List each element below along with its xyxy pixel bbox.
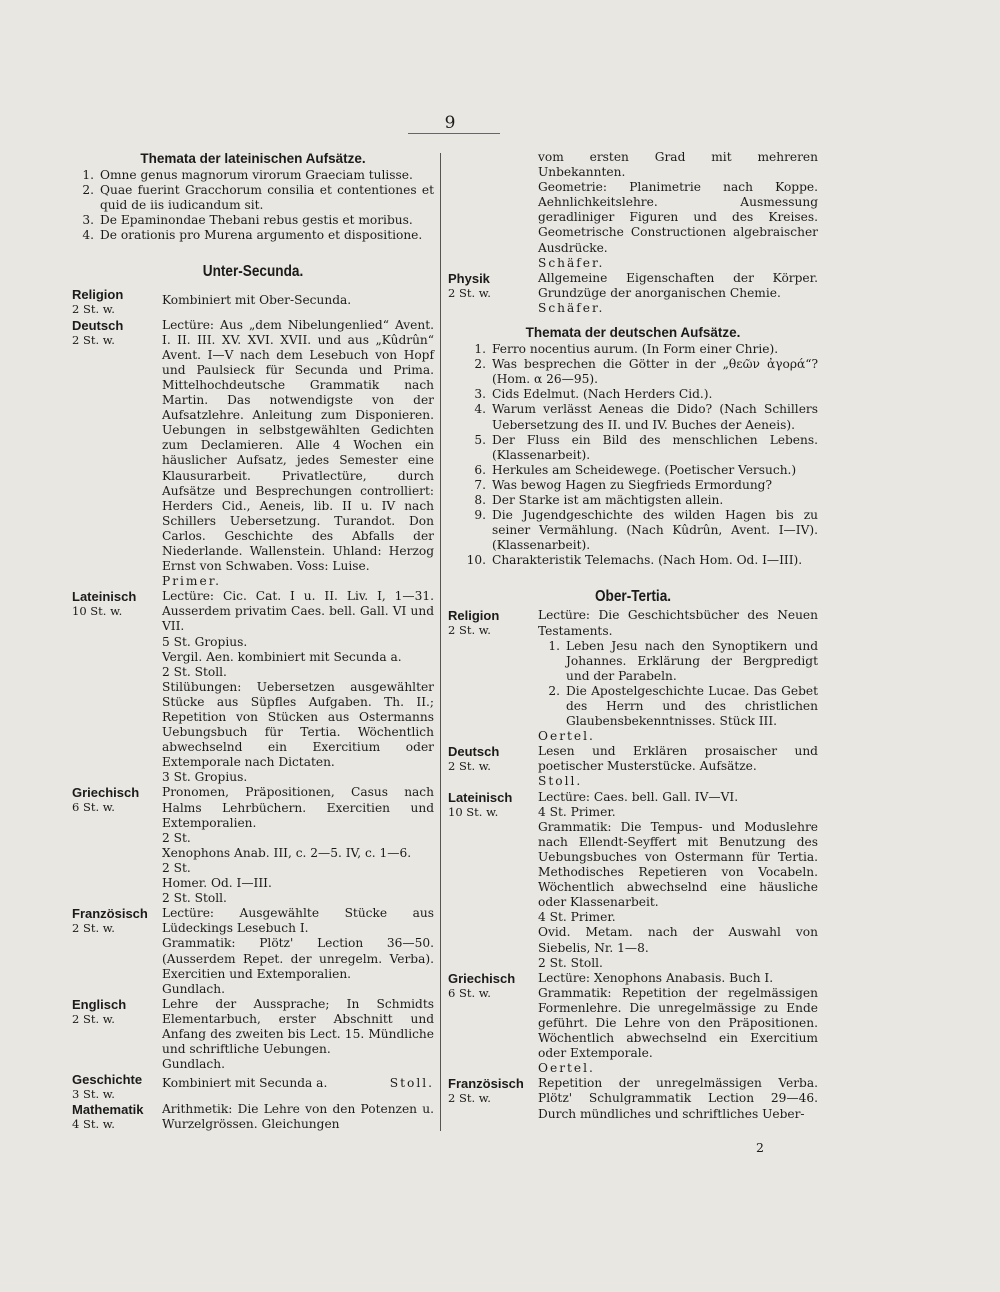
- hours-label: 2 St. w.: [448, 759, 491, 774]
- section-religion: Religion 2 St. w. Lectüre: Die Geschichtsbücher des Neuen Testaments. 1. Leben Jesu nach den Synoptikern und Johannes. Erklärung der Bergpredigt und der Parabeln. 2. Die Apostelgeschichte Lucae. Das Gebet des Herrn und des christlichen Glaubensbekenntnisses. Stück III. Oertel.: [448, 608, 818, 744]
- list-item: 1. Leben Jesu nach den Synoptikern und Johannes. Erklärung der Bergpredigt und der Parabeln.: [548, 638, 818, 683]
- subject-label: Lateinisch: [448, 789, 513, 805]
- left-column: [72, 150, 434, 1133]
- list-item: 9. Die Jugendgeschichte des wilden Hagen bis zu seiner Vermählung. (Nach Kûdrûn, Avent. I—IV). (Klassenarbeit).: [474, 508, 818, 553]
- page-number-ornament: [408, 133, 500, 134]
- list-item: 1. Omne genus magnorum virorum Graeciam tulisse.: [82, 168, 413, 182]
- hours-label: 2 St. w.: [72, 302, 115, 317]
- hours-label: 2 St. w.: [72, 921, 115, 936]
- section-deutsch: Deutsch 2 St. w. Lectüre: Aus „dem Nibelungenlied“ Avent. I. II. III. XV. XVI. XVII. und aus „Kûdrûn“ Avent. I—V nach dem Lesebuch von Hopf und Paulsieck für Secunda und Prima. Mittelhochdeutsche Grammatik nach Martin. Das notwendigste von der Aufsatzlehre. Anleitung zum Disponieren. Uebungen in selbstgewählten Gedichten zum Declamieren. Alle 4 Wochen ein häuslicher Aufsatz, jedes Semester eine Klausurarbeit. Privatlectüre, durch Aufsätze und Besprechungen controlliert: Herders Cid., Aeneis, lib. II u. IV nach Schillers Uebersetzung. Turandot. Don Carlos. Geschichte des Abfalls der Niederlande. Wallenstein. Uhland: Herzog Ernst von Schwaben. Voss: Luise. Primer.: [72, 317, 434, 589]
- teacher-name: Stoll.: [538, 774, 583, 789]
- subject-label: Griechisch: [72, 785, 140, 801]
- list-item: 2. Quae fuerint Gracchorum consilia et contentiones et quid de iis iudicandum sit.: [82, 183, 434, 213]
- subject-label: Religion: [448, 608, 500, 624]
- list-item: 3. Cids Edelmut. (Nach Herders Cid.).: [474, 387, 713, 402]
- subject-label: Physik: [448, 270, 490, 286]
- section-physik: Physik 2 St. w. Allgemeine Eigenschaften der Körper. Grundzüge der anorganischen Chemie. Schäfer.: [448, 270, 818, 315]
- section-lateinisch: Lateinisch 10 St. w. Lectüre: Caes. bell. Gall. IV—VI. 4 St. Primer. Grammatik: Die Tempus- und Moduslehre nach Ellendt-Seyffert mit Benutzung des Uebungsbuches von Ostermann für Tertia. Methodisches Repetieren von Vocabeln. Wöchentlich abwechselnd eine häusliche oder Klassenarbeit. 4 St. Primer. Ovid. Metam. nach der Auswahl von Siebelis, Nr. 1—8. 2 St. Stoll.: [448, 789, 818, 970]
- section-religion: Religion 2 St. w. Kombiniert mit Ober-Secunda.: [72, 287, 352, 317]
- teacher-name: Gundlach.: [162, 981, 225, 996]
- hours-label: 2 St. w.: [72, 1011, 115, 1026]
- right-column: [448, 150, 818, 1122]
- list-item: 8. Der Starke ist am mächtigsten allein.: [474, 492, 724, 507]
- section-franzoesisch: Französisch 2 St. w. Repetition der unregelmässigen Verba. Plötz' Schulgrammatik Lection 29—46. Durch mündliches und schriftliches Ueber-: [448, 1076, 818, 1121]
- footer-signature: 2: [756, 1140, 764, 1155]
- section-geschichte: Geschichte 3 St. w. Kombiniert mit Secunda a. Stoll.: [72, 1072, 434, 1102]
- hours-label: 2 St. w.: [448, 285, 491, 300]
- section-griechisch: Griechisch 6 St. w. Pronomen, Präpositionen, Casus nach Halms Lehrbüchern. Exercitien und Extemporalien. 2 St. Xenophons Anab. III, c. 2—5. IV, c. 1—6. 2 St. Homer. Od. I—III. 2 St. Stoll.: [72, 785, 434, 906]
- teacher-name: Schäfer.: [538, 255, 605, 270]
- hours-label: 6 St. w.: [72, 800, 115, 815]
- section-lateinisch: Lateinisch 10 St. w. Lectüre: Cic. Cat. I u. II. Liv. I, 1—31. Ausserdem privatim Caes. bell. Gall. VI und VII. 5 St. Gropius. Vergil. Aen. kombiniert mit Secunda a. 2 St. Stoll. Stilübungen: Uebersetzen ausgewählter Stücke aus Süpfles Aufgaben. Th. II.; Repetition von Stücken aus Ostermanns Uebungsbuch für Tertia. Wöchentlich abwechselnd ein Exercitium oder Extemporale nach Dictaten. 3 St. Gropius.: [72, 589, 434, 785]
- list-item: 5. Der Fluss ein Bild des menschlichen Lebens. (Klassenarbeit).: [474, 432, 818, 462]
- list-item: 10. Charakteristik Telemachs. (Nach Hom. Od. I—III).: [466, 553, 803, 568]
- list-item: 2. Die Apostelgeschichte Lucae. Das Gebet des Herrn und des christlichen Glaubensbekenntnisses. Stück III.: [548, 683, 818, 729]
- teacher-name: Oertel.: [538, 729, 595, 744]
- column-divider: [440, 153, 441, 1131]
- subject-label: Griechisch: [448, 970, 516, 986]
- subject-label: Französisch: [448, 1076, 524, 1092]
- subject-label: Religion: [72, 287, 124, 303]
- subject-label: Deutsch: [72, 317, 124, 333]
- hours-label: 10 St. w.: [448, 804, 499, 819]
- teacher-name: Schäfer.: [538, 300, 605, 315]
- german-themes-list: [448, 342, 818, 568]
- hours-label: 6 St. w.: [448, 985, 491, 1000]
- subject-label: Lateinisch: [72, 589, 137, 605]
- hours-label: 3 St. w.: [72, 1087, 115, 1102]
- subject-label: Mathematik: [72, 1102, 144, 1118]
- teacher-name: Stoll.: [389, 1076, 434, 1091]
- teacher-name: Gundlach.: [162, 1057, 225, 1072]
- list-item: 6. Herkules am Scheidewege. (Poetischer Versuch.): [474, 462, 797, 477]
- list-item: 3. De Epaminondae Thebani rebus gestis et moribus.: [82, 213, 413, 228]
- latin-themes-title: Themata der lateinischen Aufsätze.: [140, 151, 366, 166]
- section-deutsch: Deutsch 2 St. w. Lesen und Erklären prosaischer und poetischer Musterstücke. Aufsätze. Stoll.: [448, 744, 818, 789]
- page-number: 9: [444, 113, 456, 133]
- german-themes-title: Themata der deutschen Aufsätze.: [525, 325, 741, 341]
- teacher-name: Oertel.: [538, 1061, 595, 1076]
- section-mathematik: Mathematik 4 St. w. Arithmetik: Die Lehre von den Potenzen u. Wurzelgrössen. Gleichungen: [72, 1102, 434, 1132]
- section-griechisch: Griechisch 6 St. w. Lectüre: Xenophons Anabasis. Buch I. Grammatik: Repetition der regelmässigen Formenlehre. Die unregelmässige zu Ende geführt. Die Lehre von den Präpositionen. Wöchentlich abwechselnd ein Exercitium oder Extemporale. Oertel.: [448, 970, 818, 1076]
- hours-label: 4 St. w.: [72, 1117, 115, 1132]
- subject-label: Geschichte: [72, 1072, 143, 1088]
- section-mathematik-cont: vom ersten Grad mit mehreren Unbekannten. Geometrie: Planimetrie nach Koppe. Aehnlichkeitslehre. Ausmessung geradliniger Figuren und des Kreises. Geometrische Constructionen algebraischer Ausdrücke. Schäfer.: [538, 150, 818, 270]
- latin-themes-list: [72, 168, 434, 243]
- hours-label: 2 St. w.: [448, 623, 491, 638]
- subject-label: Deutsch: [448, 744, 500, 760]
- hours-label: 2 St. w.: [448, 1091, 491, 1106]
- list-item: 2. Was besprechen die Götter in der „θεῶν ἀγορά“? (Hom. α 26—95).: [474, 357, 818, 387]
- list-item: 1. Ferro nocentius aurum. (In Form einer Chrie).: [474, 342, 779, 357]
- section-englisch: Englisch 2 St. w. Lehre der Aussprache; In Schmidts Elementarbuch, erster Abschnitt und Anfang des zweiten bis Lect. 15. Mündliche und schriftliche Uebungen. Gundlach.: [72, 996, 434, 1072]
- hours-label: 2 St. w.: [72, 332, 115, 347]
- list-item: 4. De orationis pro Murena argumento et dispositione.: [82, 228, 423, 243]
- hours-label: 10 St. w.: [72, 604, 123, 619]
- list-item: 4. Warum verlässt Aeneas die Dido? (Nach Schillers Uebersetzung des II. und IV. Buches der Aeneis).: [474, 402, 818, 432]
- list-item: 7. Was bewog Hagen zu Siegfrieds Ermordung?: [474, 477, 773, 492]
- ober-tertia-title: Ober-Tertia.: [594, 588, 672, 606]
- section-franzoesisch: Französisch 2 St. w. Lectüre: Ausgewählte Stücke aus Lüdeckings Lesebuch I. Grammatik: Plötz' Lection 36—50. (Ausserdem Repet. der unregelm. Verba). Exercitien und Extemporalien. Gundlach.: [72, 906, 434, 996]
- subject-label: Französisch: [72, 906, 148, 922]
- subject-label: Englisch: [72, 996, 127, 1012]
- teacher-name: Primer.: [162, 574, 222, 589]
- unter-secunda-title: Unter-Secunda.: [202, 263, 304, 281]
